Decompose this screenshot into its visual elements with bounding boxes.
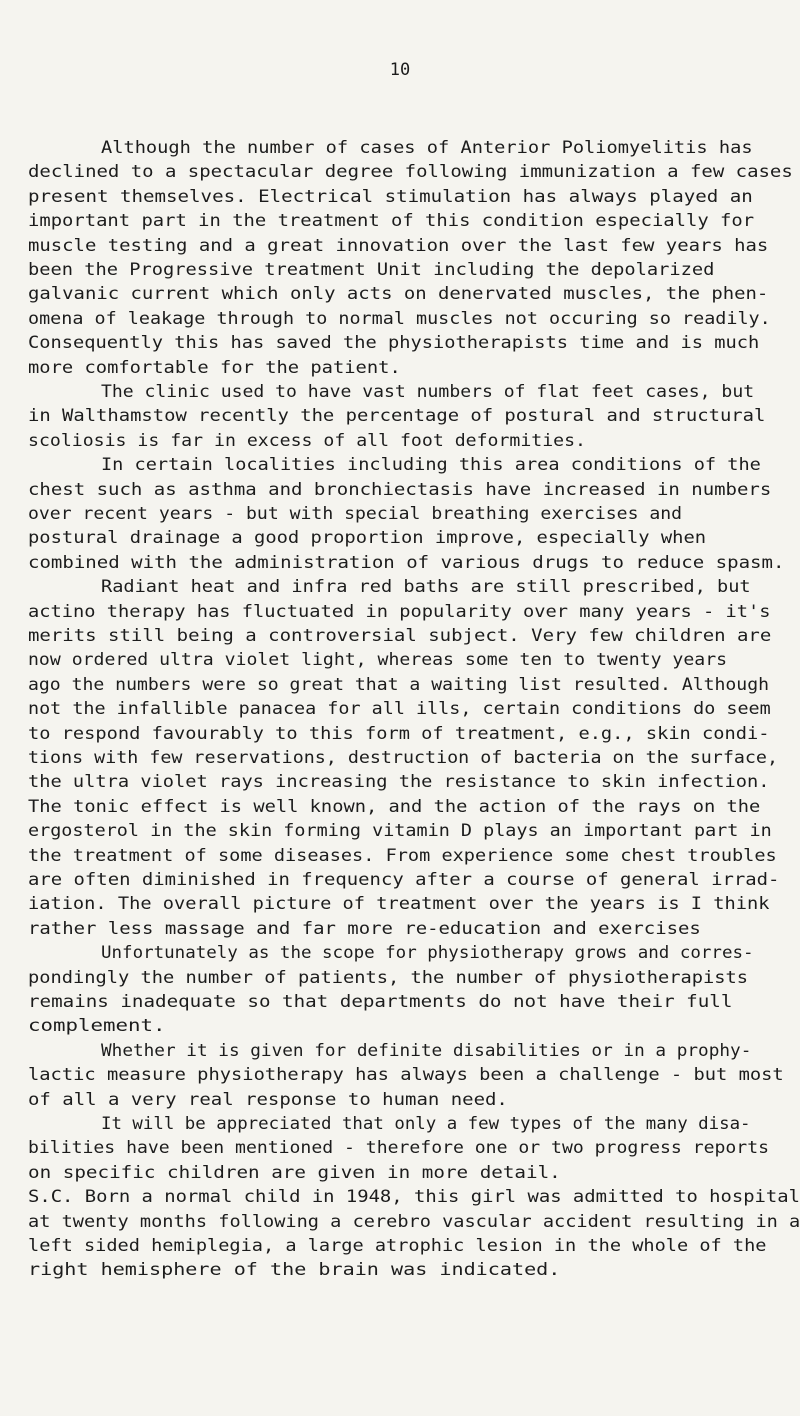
text-line: of all a very real response to human need.	[28, 1089, 508, 1110]
text-line: are often diminished in frequency after a course of general irrad-	[28, 870, 780, 890]
text-line: ago the numbers were so great that a waiting list resulted. Although	[28, 674, 770, 695]
text-line: the treatment of some diseases. From experience some chest troubles	[28, 845, 777, 866]
text-line: scoliosis is far in excess of all foot deformities.	[28, 430, 587, 451]
text-line: the ultra violet rays increasing the resistance to skin infection.	[28, 772, 770, 793]
text-line: now ordered ultra violet light, whereas some ten to twenty years	[28, 650, 728, 671]
text-line: The tonic effect is well known, and the action of the rays on the	[28, 796, 761, 817]
text-line: more comfortable for the patient.	[28, 357, 401, 378]
text-line: lactic measure physiotherapy has always been a challenge - but most	[28, 1065, 784, 1086]
text-line: bilities have been mentioned - therefore one or two progress reports	[28, 1138, 770, 1159]
text-line: remains inadequate so that departments do not have their full	[28, 992, 733, 1012]
text-line: iation. The overall picture of treatment over the years is I think	[28, 894, 770, 915]
text-line: not the infallible panacea for all ills, certain conditions do seem	[28, 699, 771, 720]
text-line: omena of leakage through to normal muscles not occuring so readily.	[28, 308, 771, 329]
text-line: Whether it is given for definite disabilities or in a prophy-	[101, 1040, 752, 1061]
text-line: S.C. Born a normal child in 1948, this girl was admitted to hospital	[28, 1187, 800, 1208]
text-line: present themselves. Electrical stimulation has always played an	[28, 186, 753, 207]
text-line: galvanic current which only acts on denervated muscles, the phen-	[28, 284, 769, 305]
text-line: merits still being a controversial subject. Very few children are	[28, 626, 772, 646]
text-line: postural drainage a good proportion improve, especially when	[28, 528, 707, 549]
text-line: actino therapy has fluctuated in popularity over many years - it's	[28, 601, 771, 622]
text-line: right hemisphere of the brain was indicated.	[28, 1260, 561, 1281]
text-line: It will be appreciated that only a few types of the many disa-	[101, 1114, 751, 1134]
text-line: Radiant heat and infra red baths are still prescribed, but	[101, 577, 751, 598]
text-line: over recent years - but with special breathing exercises and	[28, 504, 683, 524]
text-line: In certain localities including this area conditions of the	[101, 455, 761, 476]
text-line: combined with the administration of various drugs to reduce spasm.	[28, 552, 785, 573]
text-line: on specific children are given in more detail.	[28, 1162, 561, 1183]
text-line: complement.	[28, 1016, 166, 1037]
text-line: rather less massage and far more re-education and exercises	[28, 918, 701, 939]
text-line: ergosterol in the skin forming vitamin D plays an important part in	[28, 821, 772, 842]
text-line: at twenty months following a cerebro vascular accident resulting in a	[28, 1211, 800, 1232]
page-number: 10	[389, 60, 411, 80]
text-line: to respond favourably to this form of treatment, e.g., skin condi-	[28, 723, 770, 744]
text-line: been the Progressive treatment Unit including the depolarized	[28, 260, 715, 280]
text-line: tions with few reservations, destruction of bacteria on the surface,	[28, 748, 778, 768]
text-line: The clinic used to have vast numbers of flat feet cases, but	[101, 382, 755, 402]
text-line: pondingly the number of patients, the number of physiotherapists	[28, 967, 749, 988]
text-line: in Walthamstow recently the percentage of postural and structural	[28, 406, 766, 427]
text-line: left sided hemiplegia, a large atrophic lesion in the whole of the	[28, 1236, 767, 1256]
text-line: Although the number of cases of Anterior Poliomyelitis has	[101, 138, 753, 158]
text-line: Unfortunately as the scope for physiotherapy grows and corres-	[101, 943, 754, 964]
text-line: muscle testing and a great innovation over the last few years has	[28, 235, 769, 256]
text-line: declined to a spectacular degree following immunization a few cases	[28, 162, 793, 183]
text-line: chest such as asthma and bronchiectasis have increased in numbers	[28, 479, 772, 500]
text-line: Consequently this has saved the physiotherapists time and is much	[28, 333, 760, 354]
text-line: important part in the treatment of this condition especially for	[28, 211, 755, 232]
